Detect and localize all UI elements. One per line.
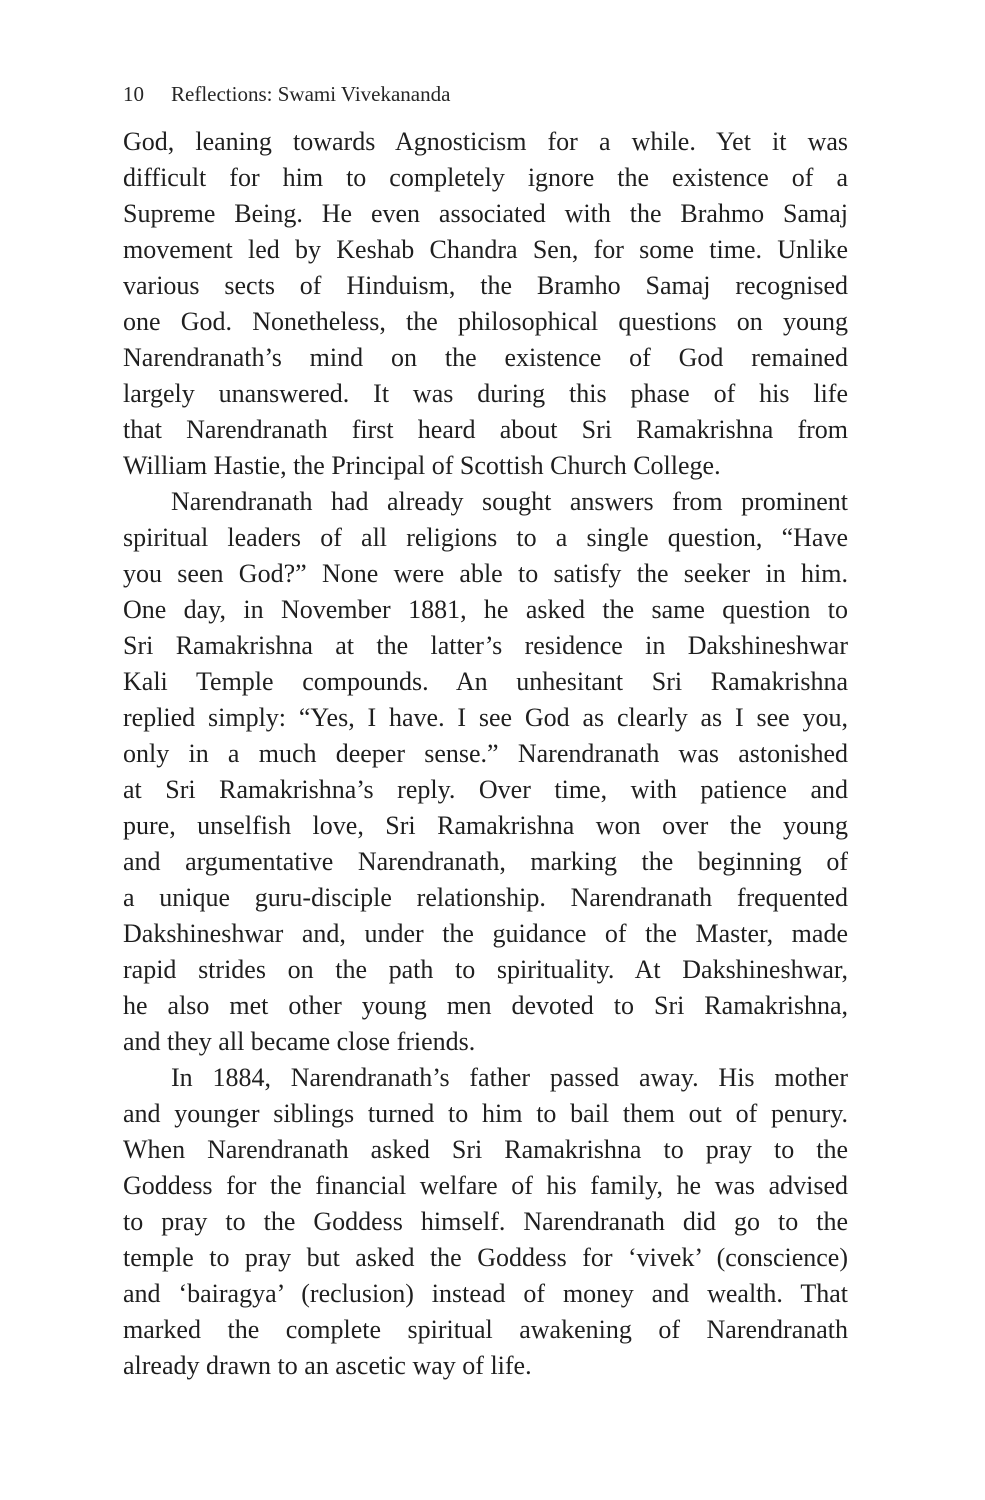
text-line-p2-9: at Sri Ramakrishna’s reply. Over time, with patience and (123, 775, 848, 804)
text-line-p2-3: you seen God?” None were able to satisfy the seeker in him. (123, 559, 848, 588)
text-line-p1-9: that Narendranath first heard about Sri Ramakrishna from (123, 415, 848, 444)
text-line-p1-1: God, leaning towards Agnosticism for a while. Yet it was (123, 127, 848, 156)
text-line-p2-14: rapid strides on the path to spirituality. At Dakshineshwar, (123, 955, 848, 984)
body-text (123, 124, 848, 1384)
text-line-p2-4: One day, in November 1881, he asked the same question to (123, 595, 848, 624)
text-line-p1-6: one God. Nonetheless, the philosophical questions on young (123, 307, 848, 336)
text-line-p2-11: and argumentative Narendranath, marking the beginning of (123, 847, 848, 876)
text-line-p3-3: When Narendranath asked Sri Ramakrishna to pray to the (123, 1135, 848, 1164)
text-line-p1-10: William Hastie, the Principal of Scottish Church College. (123, 451, 721, 480)
page-number: 10 (123, 82, 144, 106)
text-line-p2-10: pure, unselfish love, Sri Ramakrishna won over the young (123, 811, 848, 840)
text-line-p2-8: only in a much deeper sense.” Narendranath was astonished (123, 739, 848, 768)
text-line-p3-1: In 1884, Narendranath’s father passed away. His mother (171, 1063, 848, 1092)
text-line-p3-5: to pray to the Goddess himself. Narendranath did go to the (123, 1207, 848, 1236)
text-line-p2-16: and they all became close friends. (123, 1027, 476, 1056)
text-line-p3-9: already drawn to an ascetic way of life. (123, 1351, 532, 1380)
text-line-p2-5: Sri Ramakrishna at the latter’s residence in Dakshineshwar (123, 631, 848, 660)
text-line-p3-7: and ‘bairagya’ (reclusion) instead of money and wealth. That (123, 1279, 848, 1308)
text-line-p1-4: movement led by Keshab Chandra Sen, for some time. Unlike (123, 235, 848, 264)
running-header (123, 82, 848, 107)
running-title: Reflections: Swami Vivekananda (171, 82, 451, 106)
text-line-p2-7: replied simply: “Yes, I have. I see God as clearly as I see you, (123, 703, 848, 732)
text-line-p2-1: Narendranath had already sought answers from prominent (171, 487, 848, 516)
text-line-p1-2: difficult for him to completely ignore the existence of a (123, 163, 848, 192)
text-line-p3-4: Goddess for the financial welfare of his family, he was advised (123, 1171, 848, 1200)
text-line-p2-6: Kali Temple compounds. An unhesitant Sri Ramakrishna (123, 667, 848, 696)
text-line-p1-8: largely unanswered. It was during this phase of his life (123, 379, 848, 408)
text-line-p3-8: marked the complete spiritual awakening of Narendranath (123, 1315, 848, 1344)
text-line-p2-13: Dakshineshwar and, under the guidance of the Master, made (123, 919, 848, 948)
text-line-p2-12: a unique guru-disciple relationship. Narendranath frequented (123, 883, 848, 912)
text-line-p3-6: temple to pray but asked the Goddess for ‘vivek’ (conscience) (123, 1243, 848, 1272)
text-line-p1-7: Narendranath’s mind on the existence of God remained (123, 343, 848, 372)
text-line-p2-2: spiritual leaders of all religions to a single question, “Have (123, 523, 848, 552)
text-line-p3-2: and younger siblings turned to him to bail them out of penury. (123, 1099, 848, 1128)
text-line-p1-5: various sects of Hinduism, the Bramho Samaj recognised (123, 271, 848, 300)
text-line-p2-15: he also met other young men devoted to Sri Ramakrishna, (123, 991, 848, 1020)
text-line-p1-3: Supreme Being. He even associated with the Brahmo Samaj (123, 199, 848, 228)
